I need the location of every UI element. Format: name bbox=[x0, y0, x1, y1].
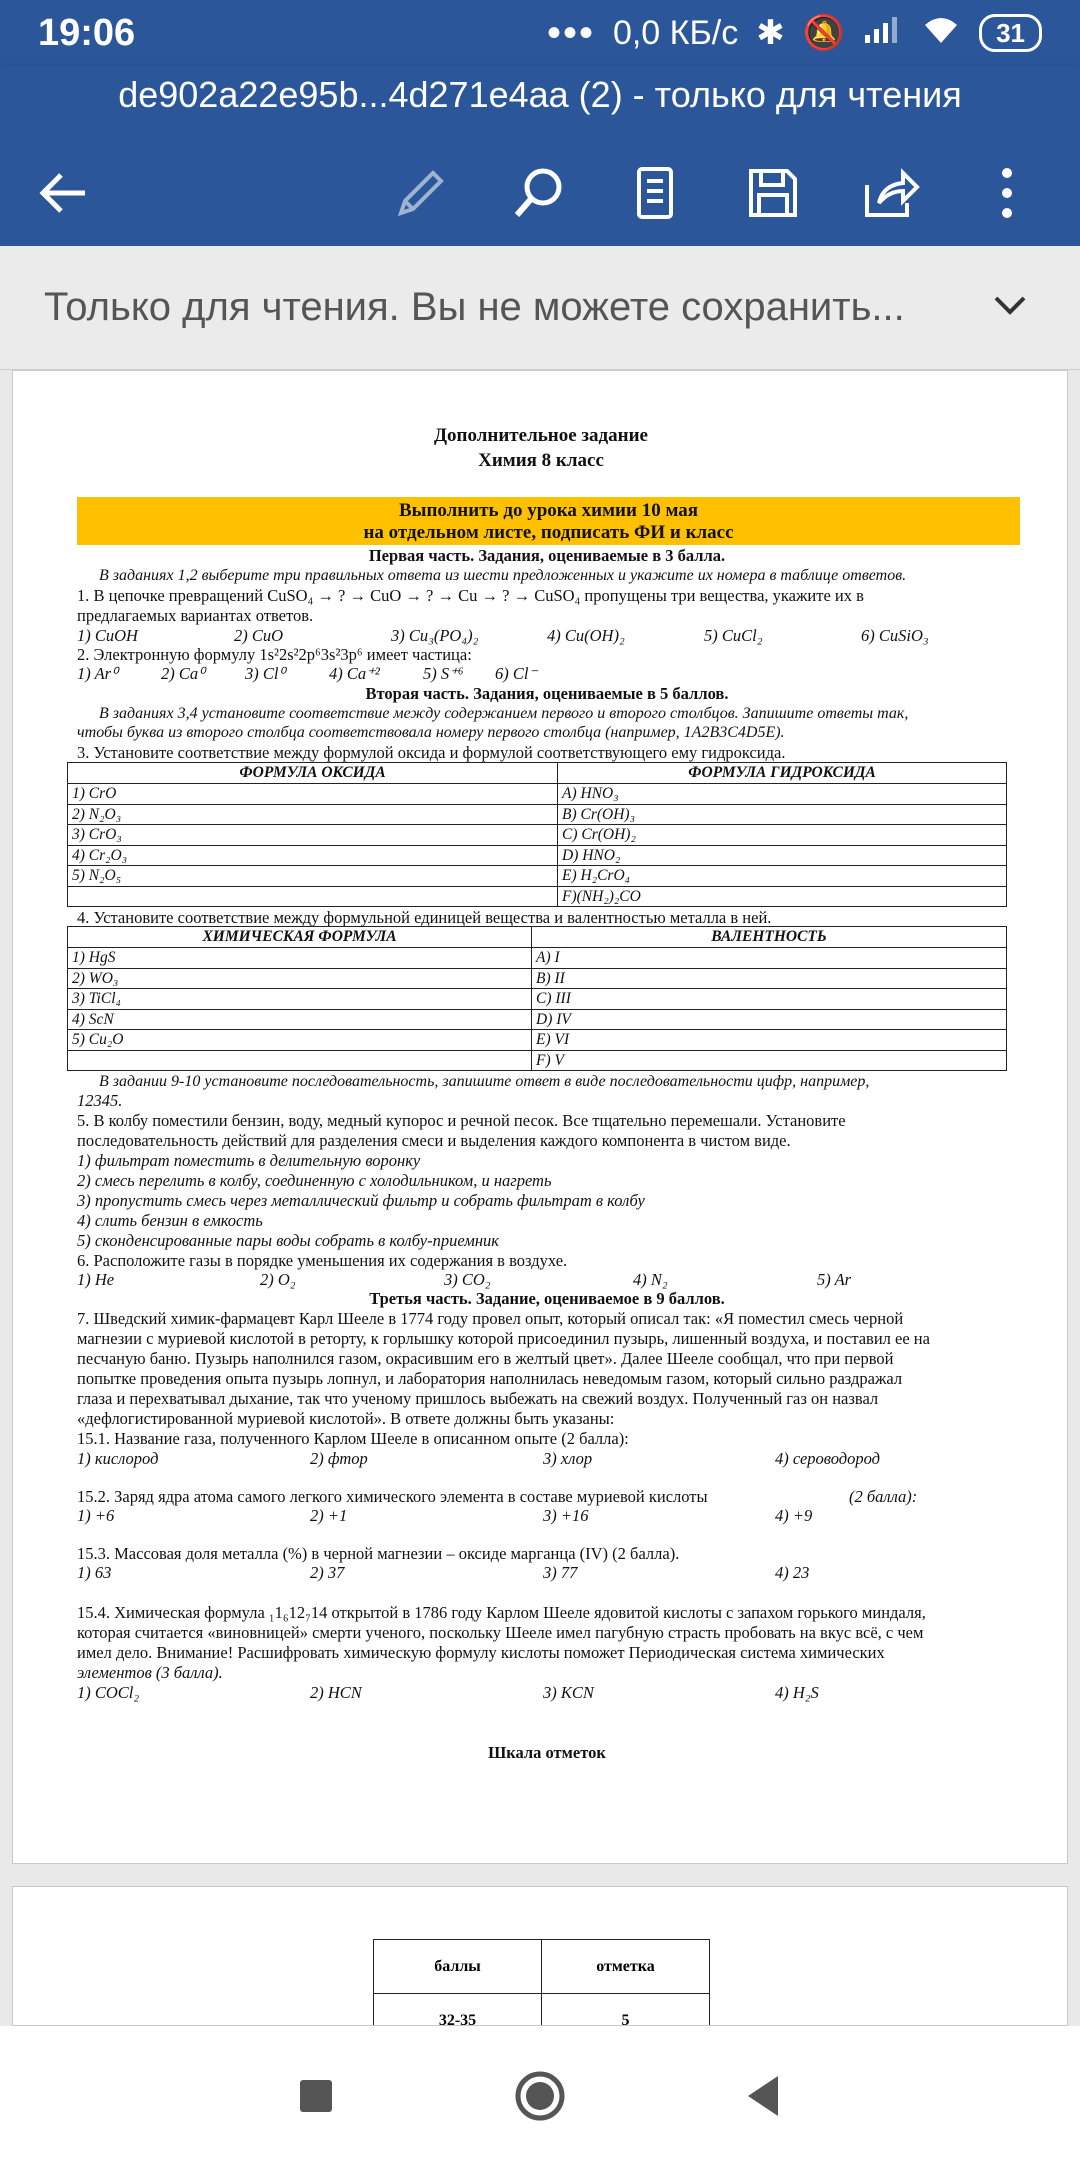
banner-text: Только для чтения. Вы не можете сохранить... bbox=[44, 285, 905, 329]
table-cell: A) HNO₃ bbox=[558, 784, 1007, 805]
option: 3) CO₂ bbox=[444, 1270, 491, 1289]
save-icon[interactable] bbox=[738, 158, 808, 228]
q15-1-text: 15.1. Название газа, полученного Карлом Шееле в описанном опыте (2 балла): bbox=[77, 1429, 629, 1448]
q3-table bbox=[67, 762, 1007, 907]
table-cell: 3) TiCl₄ bbox=[68, 989, 532, 1010]
q5-text: 5. В колбу поместили бензин, воду, медный купорос и речной песок. Все тщательно перемешали. Установите bbox=[77, 1111, 846, 1130]
list-item: 2) смесь перелить в колбу, соединенную с холодильником, и нагреть bbox=[77, 1171, 552, 1190]
option: 4) H₂S bbox=[775, 1683, 819, 1702]
q15-2-text: 15.2. Заряд ядра атома самого легкого химического элемента в составе муриевой кислоты bbox=[77, 1487, 708, 1506]
table-cell: 1) HgS bbox=[68, 948, 532, 969]
q5-text-cont: последовательность действий для разделения смеси и выделения каждого компонента в чистом виде. bbox=[77, 1131, 791, 1150]
mute-icon: 🔕 bbox=[802, 14, 846, 52]
bluetooth-icon: ✱ bbox=[756, 14, 785, 52]
list-item: 5) сконденсированные пары воды собрать в колбу-приемник bbox=[77, 1231, 499, 1250]
status-icons bbox=[547, 11, 1042, 56]
option: 2) Ca⁰ bbox=[161, 664, 205, 683]
table-row bbox=[68, 804, 1007, 825]
document-title: de902a22e95b...4d271e4aa (2) - только для чтения bbox=[118, 74, 962, 115]
option: 2) O₂ bbox=[260, 1270, 296, 1289]
part3-intro-cont: 12345. bbox=[77, 1091, 123, 1110]
part1-intro: В заданиях 1,2 выберите три правильных ответа из шести предложенных и укажите их номера в таблице ответов. bbox=[99, 567, 907, 584]
table-row bbox=[68, 825, 1007, 846]
grade-scale-table bbox=[373, 1939, 710, 2026]
pencil-icon[interactable] bbox=[386, 158, 456, 228]
q7-text: «дефлогистированной муриевой кислотой». В ответе должны быть указаны: bbox=[77, 1409, 615, 1428]
table-cell: D) HNO₂ bbox=[558, 845, 1007, 866]
q3-text: 3. Установите соответствие между формулой оксида и формулой соответствующего ему гидроксида. bbox=[77, 743, 786, 762]
table-cell: C) Cr(OH)₂ bbox=[558, 825, 1007, 846]
chevron-down-icon[interactable] bbox=[992, 288, 1028, 334]
table-row bbox=[68, 1050, 1007, 1071]
q7-text: попытке проведения опыта пузырь лопнул, и лаборатория наполнилась неведомым газом, который сильно раздражал bbox=[77, 1369, 903, 1388]
table-header-row bbox=[68, 927, 1007, 948]
option: 1) кислород bbox=[77, 1449, 159, 1468]
q15-4-text: элементов (3 балла). bbox=[77, 1663, 223, 1682]
more-vert-icon[interactable] bbox=[972, 158, 1042, 228]
table-header: отметка bbox=[542, 1940, 710, 1994]
option: 1) COCl₂ bbox=[77, 1683, 140, 1702]
table-row bbox=[68, 866, 1007, 887]
q2-text: 2. Электронную формулу 1s²2s²2p⁶3s²3p⁶ имеет частица: bbox=[77, 645, 472, 664]
list-item: 3) пропустить смесь через металлический фильтр и собрать фильтрат в колбу bbox=[77, 1191, 645, 1210]
q1-text: 1. В цепочке превращений CuSO₄ → ? → CuO → ? → Cu → ? → CuSO₄ пропущены три вещества, укажите их в bbox=[77, 586, 864, 605]
table-header: ВАЛЕНТНОСТЬ bbox=[532, 927, 1007, 948]
table-row bbox=[68, 968, 1007, 989]
table-cell: D) IV bbox=[532, 1009, 1007, 1030]
home-icon[interactable] bbox=[510, 2066, 570, 2126]
q15-4-text: 15.4. Химическая формула ₁1₆12₇14 открытой в 1786 году Карлом Шееле ядовитой кислоты с запахом горького миндаля, bbox=[77, 1603, 926, 1622]
document-page bbox=[12, 370, 1068, 1864]
more-dots-icon: ••• bbox=[546, 10, 595, 55]
table-header: баллы bbox=[374, 1940, 542, 1994]
option: 1) CuOH bbox=[77, 626, 138, 645]
q7-text: магнезии с муриевой кислотой в реторту, к горлышку которой присоединил пузырь, лишенный воздуха, и поставил ее на bbox=[77, 1329, 930, 1348]
reading-view-icon[interactable] bbox=[620, 158, 690, 228]
q7-text: 7. Шведский химик-фармацевт Карл Шееле в 1774 году провел опыт, который описал так: «Я поместил смесь черной bbox=[77, 1309, 904, 1328]
table-row bbox=[68, 886, 1007, 907]
system-nav-bar bbox=[0, 2026, 1080, 2160]
table-cell: A) I bbox=[532, 948, 1007, 969]
q1-text-cont: предлагаемых вариантах ответов. bbox=[77, 606, 314, 625]
option: 2) фтор bbox=[310, 1449, 368, 1468]
wifi-icon bbox=[921, 13, 961, 54]
part2-heading: Вторая часть. Задания, оцениваемые в 5 баллов. bbox=[365, 684, 729, 703]
table-cell: 4) Cr₂O₃ bbox=[68, 845, 558, 866]
option: 6) CuSiO₃ bbox=[861, 626, 929, 645]
option: 4) сероводород bbox=[775, 1449, 881, 1468]
table-cell: F)(NH₂)₂CO bbox=[558, 886, 1007, 907]
option: 6) Cl⁻ bbox=[495, 664, 538, 683]
option: 3) +16 bbox=[543, 1506, 589, 1525]
part1-heading: Первая часть. Задания, оцениваемые в 3 балла. bbox=[368, 546, 726, 565]
table-row bbox=[68, 1030, 1007, 1051]
option: 4) N₂ bbox=[633, 1270, 668, 1289]
deadline-line-1: Выполнить до урока химии 10 мая bbox=[398, 500, 699, 521]
doc-subtitle: Химия 8 класс bbox=[478, 450, 604, 471]
option: 3) хлор bbox=[543, 1449, 593, 1468]
app-toolbar bbox=[0, 66, 1080, 246]
read-only-banner[interactable] bbox=[0, 246, 1080, 370]
table-header-row bbox=[68, 763, 1007, 784]
option: 3) Cu₃(PO₄)₂ bbox=[391, 626, 479, 645]
option: 1) 63 bbox=[77, 1563, 112, 1582]
option: 5) S⁺⁶ bbox=[423, 664, 464, 683]
table-cell: 1) CrO bbox=[68, 784, 558, 805]
part3-heading: Третья часть. Задание, оцениваемое в 9 баллов. bbox=[369, 1289, 725, 1308]
table-cell: E) VI bbox=[532, 1030, 1007, 1051]
table-row bbox=[68, 989, 1007, 1010]
option: 5) CuCl₂ bbox=[704, 626, 763, 645]
signal-icon bbox=[863, 13, 903, 54]
q4-text: 4. Установите соответствие между формульной единицей вещества и валентностью металла в ней. bbox=[77, 908, 772, 927]
q7-text: песчаную баню. Пузырь наполнился газом, окрасившим его в желтый цвет». Далее Шееле сообщал, что при первой bbox=[77, 1349, 894, 1368]
back-arrow-icon[interactable] bbox=[28, 158, 98, 228]
search-icon[interactable] bbox=[504, 158, 574, 228]
table-header-row bbox=[374, 1940, 710, 1994]
table-cell: 5) N₂O₅ bbox=[68, 866, 558, 887]
table-row bbox=[68, 1009, 1007, 1030]
option: 2) 37 bbox=[310, 1563, 345, 1582]
table-cell: F) V bbox=[532, 1050, 1007, 1071]
recents-icon[interactable] bbox=[286, 2066, 346, 2126]
table-cell: B) Cr(OH)₃ bbox=[558, 804, 1007, 825]
q15-3-text: 15.3. Массовая доля металла (%) в черной магнезии – оксиде марганца (IV) (2 балла). bbox=[77, 1544, 680, 1563]
q7-text: глаза и перехватывал дыхание, так что ученому пришлось выбежать на свежий воздух. Полученный газ он назвал bbox=[77, 1389, 879, 1408]
option: 4) +9 bbox=[775, 1506, 813, 1525]
q6-text: 6. Расположите газы в порядке уменьшения их содержания в воздухе. bbox=[77, 1251, 568, 1270]
table-cell: 2) WO₃ bbox=[68, 968, 532, 989]
document-page-2 bbox=[12, 1886, 1068, 2026]
list-item: 4) слить бензин в емкость bbox=[77, 1211, 263, 1230]
q15-2-points: (2 балла): bbox=[849, 1487, 918, 1506]
back-icon[interactable] bbox=[734, 2066, 794, 2126]
part3-intro: В задании 9-10 установите последовательность, запишите ответ в виде последовательности цифр, например, bbox=[99, 1073, 870, 1090]
table-row bbox=[374, 1994, 710, 2027]
network-speed: 0,0 КБ/с bbox=[612, 13, 739, 52]
table-row bbox=[68, 845, 1007, 866]
table-cell: 32-35 bbox=[374, 1994, 542, 2027]
option: 3) Cl⁰ bbox=[245, 664, 286, 683]
table-header: ХИМИЧЕСКАЯ ФОРМУЛА bbox=[68, 927, 532, 948]
deadline-box bbox=[77, 497, 1020, 545]
table-cell: C) III bbox=[532, 989, 1007, 1010]
option: 4) Ca⁺² bbox=[329, 664, 380, 683]
table-row bbox=[68, 784, 1007, 805]
table-cell: E) H₂CrO₄ bbox=[558, 866, 1007, 887]
status-bar bbox=[0, 0, 1080, 66]
part2-intro-cont: чтобы буква из второго столбца соответствовала номеру первого столбца (например, 1A2B3C4D5E). bbox=[77, 724, 785, 741]
option: 2) HCN bbox=[310, 1683, 362, 1702]
table-cell: 3) CrO₃ bbox=[68, 825, 558, 846]
table-cell bbox=[68, 1050, 532, 1071]
doc-title: Дополнительное задание bbox=[433, 425, 648, 446]
table-row bbox=[68, 948, 1007, 969]
q4-table bbox=[67, 926, 1007, 1071]
list-item: 1) фильтрат поместить в делительную воронку bbox=[77, 1151, 421, 1170]
table-cell: 2) N₂O₃ bbox=[68, 804, 558, 825]
q15-4-text: имел дело. Внимание! Расшифровать химическую формулу кислоты поможет Периодическая система химических bbox=[77, 1643, 885, 1662]
share-icon[interactable] bbox=[856, 158, 926, 228]
option: 3) 77 bbox=[543, 1563, 578, 1582]
option: 3) KCN bbox=[543, 1683, 594, 1702]
option: 2) CuO bbox=[234, 626, 284, 645]
table-header: ФОРМУЛА ОКСИДА bbox=[68, 763, 558, 784]
scale-title: Шкала отметок bbox=[488, 1743, 606, 1762]
option: 2) +1 bbox=[310, 1506, 348, 1525]
table-cell: 4) ScN bbox=[68, 1009, 532, 1030]
q15-4-text: которая считается «виновницей» смерти ученого, поскольку Шееле имел пагубную страсть пробовать на вкус всё, с чем bbox=[77, 1623, 924, 1642]
option: 1) He bbox=[77, 1270, 115, 1289]
status-time: 19:06 bbox=[38, 11, 136, 54]
table-cell: B) II bbox=[532, 968, 1007, 989]
option: 5) Ar bbox=[817, 1270, 852, 1289]
option: 1) +6 bbox=[77, 1506, 115, 1525]
option: 1) Ar⁰ bbox=[77, 664, 118, 683]
deadline-line-2: на отдельном листе, подписать ФИ и класс bbox=[363, 522, 734, 543]
part2-intro: В заданиях 3,4 установите соответствие между содержанием первого и второго столбцов. Запишите ответы так, bbox=[99, 705, 909, 722]
battery-icon: 31 bbox=[979, 14, 1042, 52]
table-header: ФОРМУЛА ГИДРОКСИДА bbox=[558, 763, 1007, 784]
table-cell: 5) Cu₂O bbox=[68, 1030, 532, 1051]
option: 4) Cu(OH)₂ bbox=[547, 626, 625, 645]
option: 4) 23 bbox=[775, 1563, 810, 1582]
table-cell bbox=[68, 886, 558, 907]
table-cell: 5 bbox=[542, 1994, 710, 2027]
